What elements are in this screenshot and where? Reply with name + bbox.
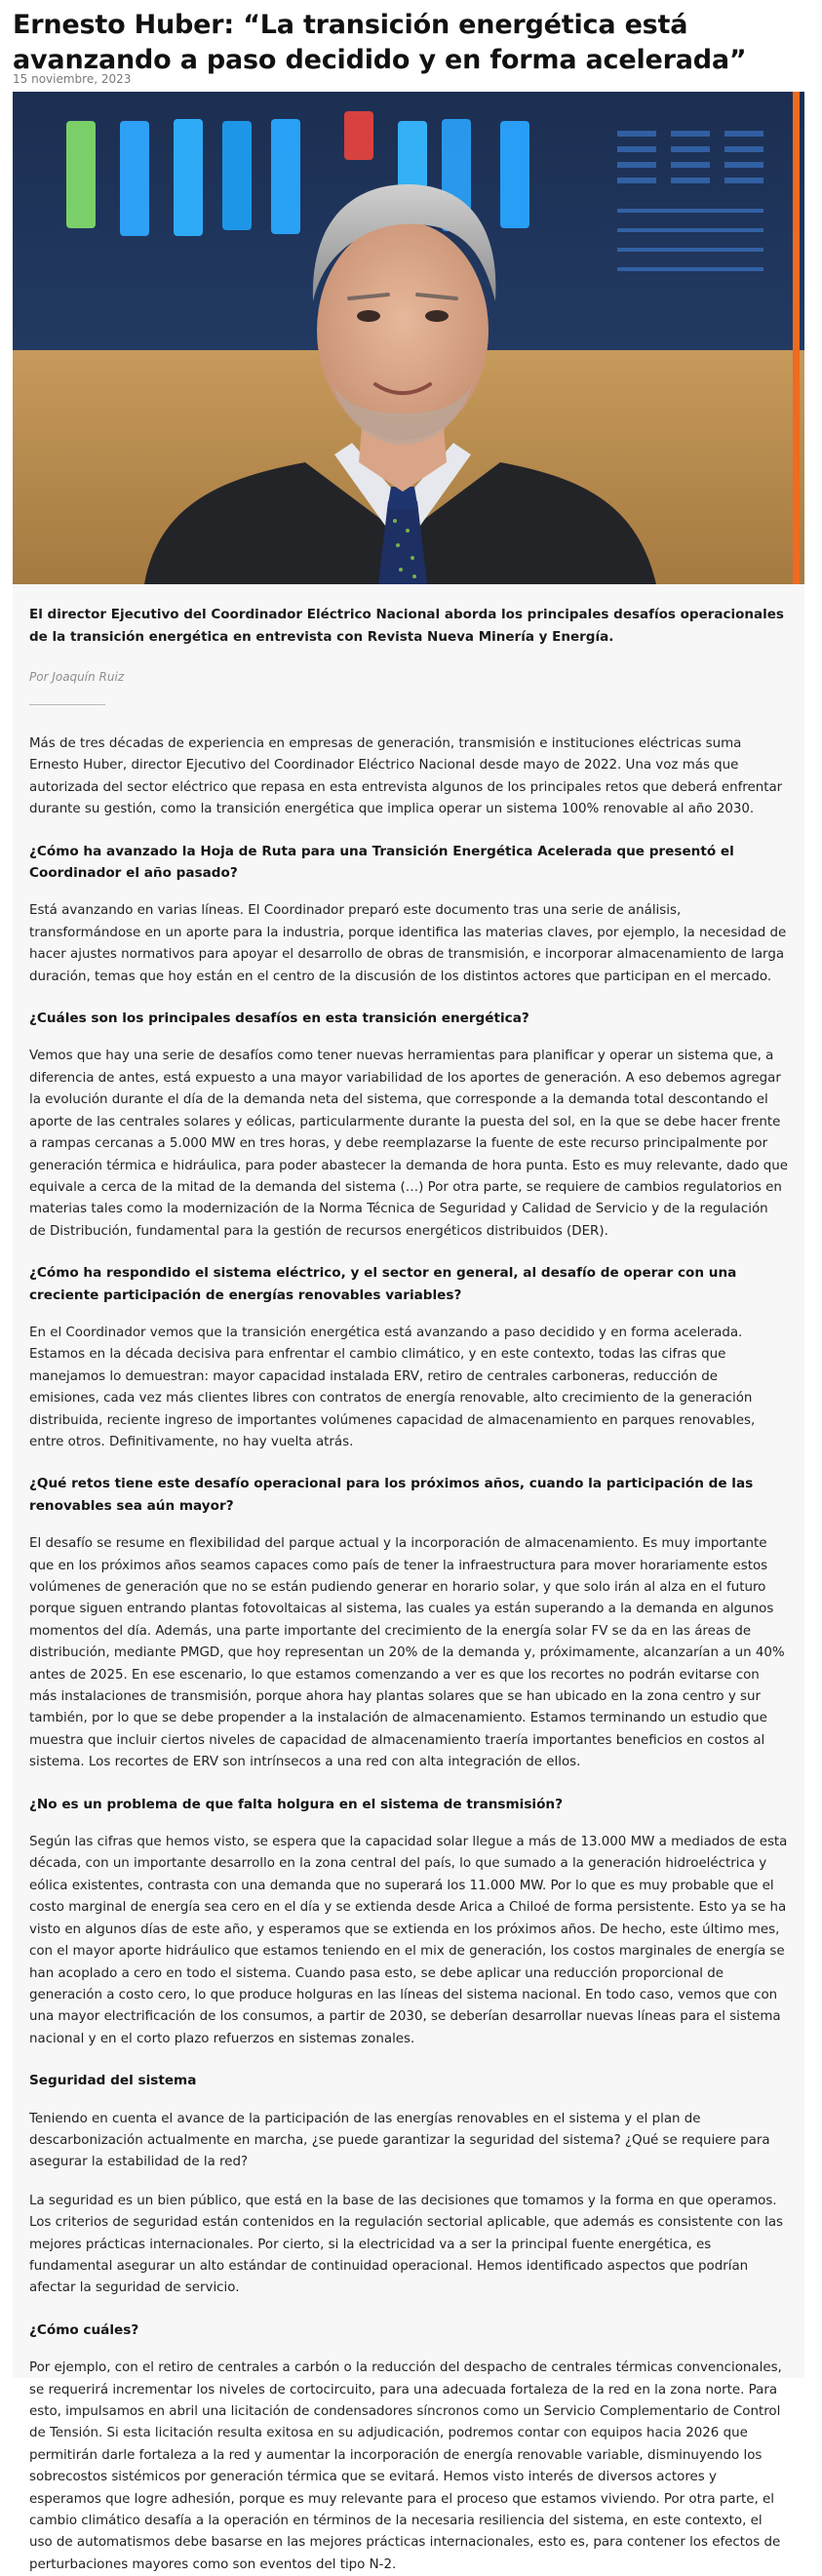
answer-2: Vemos que hay una serie de desafíos como tener nuevas herramientas para planificar y operar un sistema que, a diferencia de antes, está expuesto a una mayor variabilidad de los aportes de generación. A eso debemos agregar la evolución durante el día de la demanda neta del sistema, que corresponde a la demanda total descontando el aporte de las centrales solares y eólicas, particularmente durante la puesta del sol, en la que se debe hacer frente a rampas cercanas a 5.000 MW en tres horas, y debe reemplazarse la fuente de este recurso principalmente por generación térmica e hidráulica, para poder abastecer la demanda de hora punta. Esto es muy relevante, dado que equivale a cerca de la mitad de la demanda del sistema (…) Por otra parte, se requiere de cambios regulatorios en materias tales como la modernización de la Norma Técnica de Seguridad y Calidad de Servicio y de la regulación de Distribución, fundamental para la gestión de recursos energéticos distribuidos (DER). bbox=[29, 1049, 788, 1239]
answer-1: Está avanzando en varias líneas. El Coordinador preparó este documento tras una serie de análisis, transformándose en un aporte para la industria, porque identifica las materias claves, por ejemplo, la necesidad de hacer ajustes normativos para apoyar el desarrollo de obras de transmisión, e incorporar almacenamiento de larga duración, temas que hoy están en el centro de la discusión de los distintos actores que participan en el mercado. bbox=[29, 903, 787, 984]
article-author: Por Joaquín Ruiz bbox=[29, 670, 125, 684]
article-hero-photo bbox=[13, 92, 804, 584]
question-6: Teniendo en cuenta el avance de la participación de las energías renovables en el sistema y el plan de descarbonización actualmente en marcha, ¿se puede garantizar la seguridad del sistema? ¿Qué se requiere para asegurar la estabilidad de la red? bbox=[29, 2111, 770, 2170]
section-title: Seguridad del sistema bbox=[29, 2073, 197, 2089]
answer-5: Según las cifras que hemos visto, se espera que la capacidad solar llegue a más de 13.000 MW a mediados de esta década, con un importante desarrollo en la zona central del país, lo que sumado a la generación hidroeléctrica y eólica existentes, contrasta con una demanda que no superará los 11.000 MW. Por lo que es muy probable que el costo marginal de energía sea cero en el día y se extienda desde Arica a Chiloé de forma persistente. Esto ya se ha visto en algunos días de este año, y esperamos que se extienda en los próximos años. De hecho, este último mes, con el mayor aporte hidráulico que estamos teniendo en el mix de generación, los costos marginales de energía se han acoplado a cero en todo el sistema. Cuando pasa esto, se debe aplicar una reducción proporcional de generación a costo cero, lo que produce holguras en las líneas del sistema nacional. En todo caso, vemos que con una mayor electrificación de los consumos, a partir de 2030, se deberían desarrollar nuevas líneas para el sistema nacional y en el corto plazo refuerzos en sistemas zonales. bbox=[29, 1835, 788, 2046]
article-title: Ernesto Huber: “La transición energética está avanzando a paso decidido y en forma acelerada” bbox=[13, 10, 747, 75]
answer-4: El desafío se resume en flexibilidad del parque actual y la incorporación de almacenamiento. Es muy importante que en los próximos años seamos capaces como país de tener la infraestructura para mover horariamente estos volúmenes de generación que no se están pudiendo generar en horario solar, y que solo irán al alza en el futuro porque siguen entrando plantas fotovoltaicas al sistema, las cuales ya están superando a la demanda en algunos momentos del día. Además, una parte importante del crecimiento de la energía solar FV se da en las áreas de distribución, mediante PMGD, que hoy representan un 20% de la demanda y, próximamente, alcanzarían a un 40% antes de 2025. En ese escenario, lo que estamos comenzando a ver es que los recortes no podrán evitarse con más instalaciones de transmisión, porque ahora hay plantas solares que se han ubicado en la zona centro y sur también, por lo que se debe propender a la instalación de almacenamiento. Estamos terminando un estudio que muestra que incluir ciertos niveles de capacidad de almacenamiento traería importantes beneficios en costos al sistema. Los recortes de ERV son intrínsecos a una red con alta integración de ellos. bbox=[29, 1536, 785, 1770]
question-7: ¿Cómo cuáles? bbox=[29, 2321, 139, 2338]
question-1: ¿Cómo ha avanzado la Hoja de Ruta para una Transición Energética Acelerada que presentó el Coordinador el año pasado? bbox=[29, 843, 734, 882]
article-date: 15 noviembre, 2023 bbox=[13, 72, 132, 86]
question-3: ¿Cómo ha respondido el sistema eléctrico, y el sector en general, al desafío de operar con una creciente participación de energías renovables variables? bbox=[29, 1265, 737, 1303]
question-4: ¿Qué retos tiene este desafío operacional para los próximos años, cuando la participación de las renovables sea aún mayor? bbox=[29, 1476, 754, 1514]
portrait-illustration bbox=[13, 92, 804, 584]
question-5: ¿No es un problema de que falta holgura en el sistema de transmisión? bbox=[29, 1796, 563, 1812]
answer-3: En el Coordinador vemos que la transición energética está avanzando a paso decidido y en forma acelerada. Estamos en la década decisiva para enfrentar el cambio climático, y en este contexto, todas las cifras que manejamos lo demuestran: mayor capacidad instalada ERV, retiro de centrales carboneras, reducción de emisiones, cada vez más clientes libres con contratos de energía renovable, alto crecimiento de la generación distribuida, reciente ingreso de importantes volúmenes capacidad de almacenamiento en parques renovables, entre otros. Definitivamente, no hay vuelta atrás. bbox=[29, 1325, 756, 1449]
answer-6: La seguridad es un bien público, que está en la base de las decisiones que tomamos y la forma en que operamos. Los criterios de seguridad están contenidos en la regulación sectorial aplicable, que además es consistente con las mejores prácticas internacionales. Por cierto, si la electricidad va a ser la principal fuente energética, es fundamental asegurar un alto estándar de continuidad operacional. Hemos identificado aspectos que podrían afectar la seguridad de servicio. bbox=[29, 2193, 784, 2296]
article-intro: Más de tres décadas de experiencia en empresas de generación, transmisión e instituciones eléctricas suma Ernesto Huber, director Ejecutivo del Coordinador Eléctrico Nacional desde mayo de 2022. Una voz más que autorizada del sector eléctrico que repasa en esta entrevista algunos de los principales retos que deberá enfrentar durante su gestión, como la transición energética que implica operar un sistema 100% renovable al año 2030. bbox=[29, 736, 783, 817]
author-divider bbox=[29, 704, 105, 705]
answer-7: Por ejemplo, con el retiro de centrales a carbón o la reducción del despacho de centrales térmicas convencionales, se requerirá incrementar los niveles de cortocircuito, para una adecuada fortaleza de la red en la zona norte. Para esto, impulsamos en abril una licitación de condensadores síncronos como un Servicio Complementario de Control de Tensión. Si esta licitación resulta exitosa en su adjudicación, podremos contar con equipos hacia 2026 que permitirán darle fortaleza a la red y aumentar la incorporación de energía renovable variable, disminuyendo los sobrecostos sistémicos por generación térmica que se evitará. Hemos visto interés de diversos actores y esperamos que logre adhesión, porque es muy relevante para el proceso que estamos viviendo. Por otra parte, el cambio climático desafía a la operación en términos de la necesaria resiliencia del sistema, en este contexto, el uso de automatismos debe basarse en las mejores prácticas internacionales, esto es, para contener los efectos de perturbaciones mayores como son eventos del tipo N-2. bbox=[29, 2360, 782, 2572]
article-lead: El director Ejecutivo del Coordinador Eléctrico Nacional aborda los principales desafíos operacionales de la transición energética en entrevista con Revista Nueva Minería y Energía. bbox=[29, 607, 784, 645]
question-2: ¿Cuáles son los principales desafíos en esta transición energética? bbox=[29, 1011, 529, 1027]
article-body bbox=[13, 584, 804, 2572]
accent-bar bbox=[793, 92, 800, 584]
